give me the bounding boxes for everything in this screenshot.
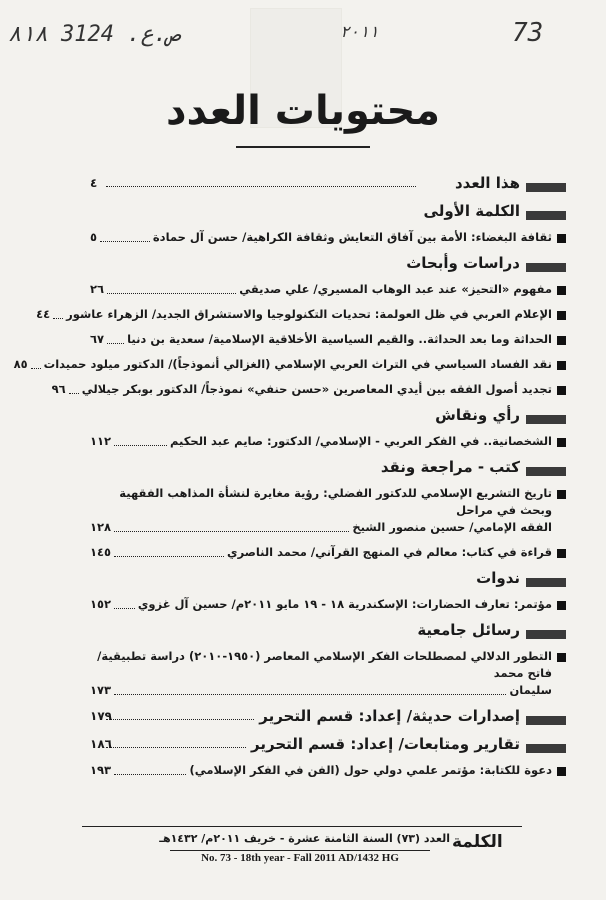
- section-marker-bar: [526, 263, 566, 272]
- entry-title: تاريخ التشريع الإسلامي للدكتور الفضلي: رؤية مغايرة لنشأة المذاهب الفقهية وبحث في مراحل: [119, 486, 552, 517]
- section-marker-bar: [526, 744, 566, 753]
- entry-title: الحداثة وما بعد الحداثة.. والقيم السياسية الأخلاقية الإسلامية/ سعدية بن دنيا: [127, 332, 552, 346]
- handwritten-note-right: 73: [512, 18, 544, 48]
- section-page-number: ١٧٩: [90, 709, 112, 723]
- toc-entry: [13, 356, 566, 373]
- section-marker-bar: [526, 415, 566, 424]
- entry-title: مفهوم «التحيز» عند عبد الوهاب المسيري/ علي صديقي: [239, 282, 552, 296]
- bullet-square-icon: [557, 336, 566, 345]
- bullet-square-icon: [557, 361, 566, 370]
- section-heading: إصدارات حديثة/ إعداد: قسم التحرير: [255, 707, 520, 725]
- toc-entry: [90, 485, 566, 536]
- toc-entry: [90, 762, 566, 779]
- toc-section: [90, 621, 566, 645]
- toc-entry: [90, 281, 566, 298]
- entry-title: التطور الدلالي لمصطلحات الفكر الإسلامي المعاصر (١٩٥٠-٢٠١٠) دراسة تطبيقية/ فاتح محمد: [97, 649, 552, 680]
- entry-title-continued: سليمان: [509, 683, 552, 697]
- footer-english-rule: [170, 850, 430, 851]
- bullet-square-icon: [557, 286, 566, 295]
- toc-entry: [90, 229, 566, 246]
- entry-page-number: ١١٢: [90, 434, 112, 448]
- toc-entry: [90, 331, 566, 348]
- entry-title: الإعلام العربي في ظل العولمة: تحديات التكنولوجيا والاستشراق الجديد/ الزهراء عاشور: [66, 307, 552, 321]
- section-marker-bar: [526, 183, 566, 192]
- bullet-square-icon: [557, 438, 566, 447]
- section-page-number: ٤: [90, 176, 98, 190]
- footer-issue-english: No. 73 - 18th year - Fall 2011 AD/1432 HG: [201, 852, 399, 864]
- magazine-logo: الكلمة: [452, 832, 503, 852]
- toc-section: [90, 254, 566, 278]
- section-page-number: ١٨٦: [90, 737, 112, 751]
- table-of-contents: [13, 170, 566, 787]
- toc-entry: [90, 544, 566, 561]
- toc-section: [90, 458, 566, 482]
- dot-leader: [53, 318, 63, 319]
- bullet-square-icon: [557, 311, 566, 320]
- entry-page-number: ٤٤: [36, 307, 51, 321]
- section-marker-bar: [526, 578, 566, 587]
- entry-page-number: ١٥٢: [90, 597, 112, 611]
- dot-leader: [114, 531, 349, 532]
- bullet-square-icon: [557, 234, 566, 243]
- dot-leader: [106, 186, 416, 187]
- toc-section: [90, 707, 566, 731]
- handwritten-note-left: ۸۱۸ ص.ع. 3124: [8, 22, 181, 47]
- section-marker-bar: [526, 467, 566, 476]
- dot-leader: [114, 774, 186, 775]
- entry-page-number: ٦٧: [90, 332, 105, 346]
- section-heading: ندوات: [472, 569, 520, 587]
- section-heading: رأي ونقاش: [431, 406, 520, 424]
- toc-section: [90, 735, 566, 759]
- entry-page-number: ١٩٣: [90, 763, 112, 777]
- section-heading: الكلمة الأولى: [420, 202, 520, 220]
- toc-section: [90, 174, 566, 198]
- toc-section: [90, 569, 566, 593]
- title-underline: [236, 146, 370, 148]
- entry-title: مؤتمر: تعارف الحضارات: الإسكندرية ١٨ - ١٩ مايو ٢٠١١م/ حسين آل غزوي: [137, 597, 552, 611]
- toc-entry: [90, 648, 566, 699]
- entry-title: دعوة للكتابة: مؤتمر علمي دولي حول (الفن في الفكر الإسلامي): [189, 763, 552, 777]
- section-heading: تقارير ومتابعات/ إعداد: قسم التحرير: [247, 735, 520, 753]
- section-marker-bar: [526, 630, 566, 639]
- entry-page-number: ٢٦: [90, 282, 105, 296]
- bullet-square-icon: [557, 653, 566, 662]
- dot-leader: [114, 608, 135, 609]
- dot-leader: [107, 343, 124, 344]
- entry-page-number: ١٤٥: [90, 545, 112, 559]
- entry-title-continued: الفقه الإمامي/ حسين منصور الشيخ: [352, 520, 552, 534]
- entry-page-number: ٩٦: [51, 382, 66, 396]
- entry-title: تجديد أصول الفقه بين أيدي المعاصرين «حسن حنفي» نموذجاً/ الدكتور بوبكر جيلالي: [81, 382, 552, 396]
- dot-leader: [114, 694, 506, 695]
- toc-entry: [90, 596, 566, 613]
- entry-page-number: ٥: [90, 230, 98, 244]
- dot-leader: [100, 241, 150, 242]
- bullet-square-icon: [557, 767, 566, 776]
- bullet-square-icon: [557, 601, 566, 610]
- entry-page-number: ١٧٣: [90, 683, 112, 697]
- toc-section: [90, 202, 566, 226]
- section-heading: رسائل جامعية: [413, 621, 520, 639]
- bullet-square-icon: [557, 549, 566, 558]
- toc-section: [90, 406, 566, 430]
- entry-title: قراءة في كتاب: معالم في المنهج القرآني/ محمد الناصري: [227, 545, 552, 559]
- entry-title: ثقافة البغضاء: الأمة بين آفاق التعايش وثقافة الكراهية/ حسن آل حمادة: [152, 230, 552, 244]
- entry-title: نقد الفساد السياسي في التراث العربي الإسلامي (الغزالي أنموذجاً)/ الدكتور ميلود حميدات: [43, 357, 552, 371]
- dot-leader: [107, 293, 236, 294]
- toc-entry: [36, 306, 566, 323]
- entry-page-number: ٨٥: [13, 357, 28, 371]
- dot-leader: [31, 368, 41, 369]
- footer-divider: [82, 826, 522, 827]
- dot-leader: [114, 445, 167, 446]
- section-marker-bar: [526, 211, 566, 220]
- toc-entry: [51, 381, 566, 398]
- bullet-square-icon: [557, 386, 566, 395]
- toc-entry: [90, 433, 566, 450]
- section-heading: كتب - مراجعة ونقد: [377, 458, 520, 476]
- dot-leader: [69, 393, 79, 394]
- entry-page-number: ١٢٨: [90, 520, 112, 534]
- page-title: محتويات العدد: [165, 88, 441, 134]
- footer-issue-arabic: العدد (٧٣) السنة الثامنة عشرة - خريف ٢٠١١م/ ١٤٣٢هـ: [159, 832, 450, 845]
- section-marker-bar: [526, 716, 566, 725]
- dot-leader: [114, 556, 224, 557]
- entry-title: الشخصانية.. في الفكر العربي - الإسلامي/ الدكتور: صايم عبد الحكيم: [170, 434, 552, 448]
- section-heading: هذا العدد: [451, 174, 520, 192]
- section-heading: دراسات وأبحاث: [402, 254, 520, 272]
- bullet-square-icon: [557, 490, 566, 499]
- handwritten-note-middle: ٢٠١١: [340, 22, 379, 41]
